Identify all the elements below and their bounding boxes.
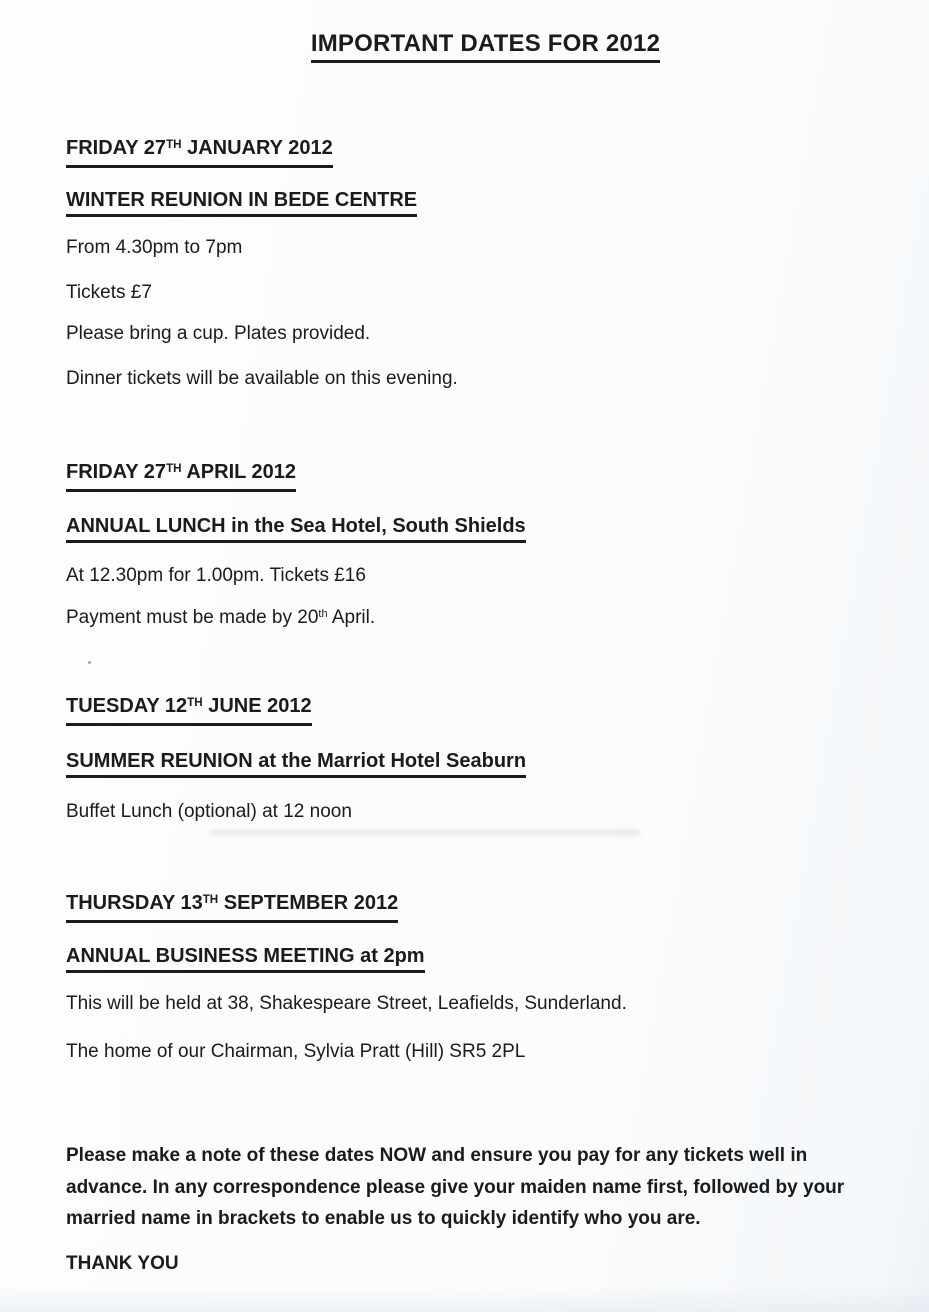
section-2-event-heading <box>66 514 526 543</box>
section-1-detail-cup: Please bring a cup. Plates provided. <box>66 323 371 344</box>
footer-note-line-3: married name in brackets to enable us to quickly identify who you are. <box>66 1208 701 1229</box>
thank-you-text: THANK YOU <box>66 1253 179 1274</box>
ordinal-superscript: TH <box>166 137 182 151</box>
ordinal-superscript: TH <box>187 695 203 709</box>
section-1-detail-time: From 4.30pm to 7pm <box>66 237 243 258</box>
section-4-date-heading <box>66 891 398 923</box>
section-3-detail-buffet: Buffet Lunch (optional) at 12 noon <box>66 801 352 822</box>
event-title: ANNUAL LUNCH in the Sea Hotel, South Shields <box>66 514 526 543</box>
section-3-date-heading <box>66 694 312 726</box>
event-title: SUMMER REUNION at the Marriot Hotel Seaburn <box>66 749 526 778</box>
date-text: THURSDAY 13 <box>66 892 203 914</box>
scan-speck-artifact <box>88 661 91 664</box>
section-3-event-heading <box>66 749 526 778</box>
footer-note-line-1: Please make a note of these dates NOW and ensure you pay for any tickets well in <box>66 1145 808 1166</box>
section-1-event-heading <box>66 188 417 217</box>
section-4-detail-address: This will be held at 38, Shakespeare Street, Leafields, Sunderland. <box>66 993 627 1014</box>
footer-note-line-2: advance. In any correspondence please give your maiden name first, followed by your <box>66 1176 845 1198</box>
section-1-detail-dinner-tickets: Dinner tickets will be available on this evening. <box>66 368 458 389</box>
section-2-date-heading <box>66 460 296 492</box>
section-2-detail-time-tickets: At 12.30pm for 1.00pm. Tickets £16 <box>66 565 366 586</box>
section-4-detail-chairman: The home of our Chairman, Sylvia Pratt (Hill) SR5 2PL <box>66 1041 526 1062</box>
event-title: ANNUAL BUSINESS MEETING at 2pm <box>66 944 425 973</box>
date-text: SEPTEMBER 2012 <box>218 892 399 914</box>
scan-smudge-artifact <box>210 830 640 835</box>
section-2-detail-payment <box>66 606 375 632</box>
section-4-event-heading <box>66 944 425 973</box>
date-text: FRIDAY 27 <box>66 461 167 483</box>
footer-note <box>66 1140 844 1235</box>
date-text: JANUARY 2012 <box>181 137 333 159</box>
date-text: JUNE 2012 <box>202 695 312 717</box>
document-title: IMPORTANT DATES FOR 2012 <box>311 30 660 63</box>
payment-text: Payment must be made by 20 <box>66 607 319 628</box>
ordinal-superscript: TH <box>202 892 219 906</box>
date-text: APRIL 2012 <box>181 461 297 483</box>
document-title-row <box>0 30 929 63</box>
section-1-date-heading <box>66 136 333 168</box>
payment-text: April. <box>327 607 376 628</box>
date-text: FRIDAY 27 <box>66 137 167 159</box>
section-1-detail-tickets: Tickets £7 <box>66 282 152 303</box>
date-text: TUESDAY 12 <box>66 695 188 717</box>
event-title: WINTER REUNION IN BEDE CENTRE <box>66 188 417 217</box>
ordinal-superscript: TH <box>166 461 182 475</box>
ordinal-superscript: th <box>318 608 328 621</box>
